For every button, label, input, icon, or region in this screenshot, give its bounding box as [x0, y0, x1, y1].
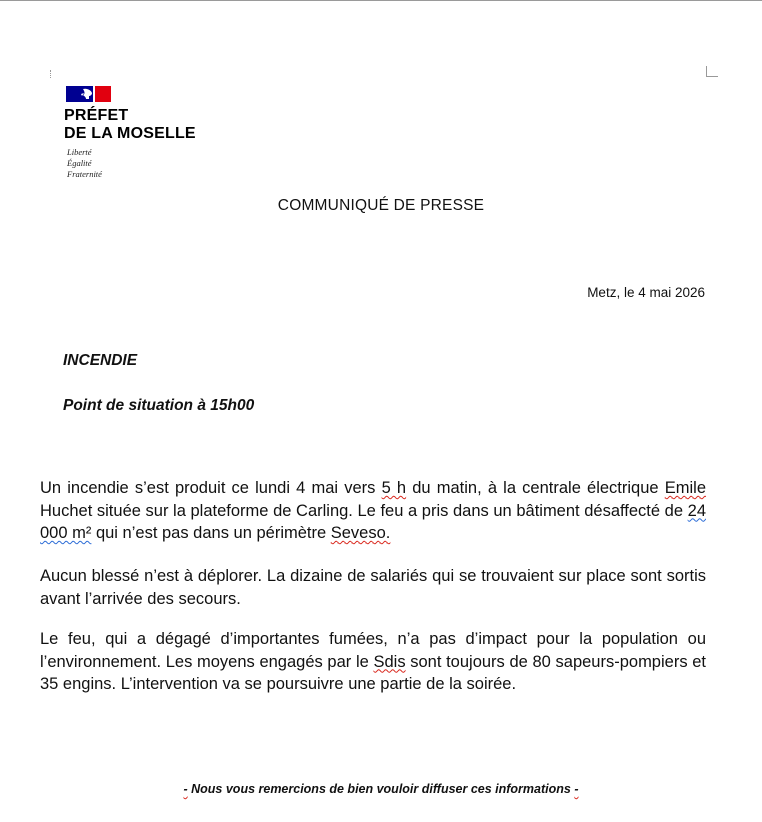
margin-marker-right	[706, 66, 718, 77]
paragraph-3-text: Le feu, qui a dégagé d’importantes fumées, n’a pas d’impact pour la population ou l’environnement. Les moyens engagés par le	[40, 630, 706, 671]
footer-dash-left: -	[183, 782, 188, 796]
paragraph-1-text: qui n’est pas dans un périmètre	[91, 524, 331, 542]
brand-moselle: DE LA MOSELLE	[64, 125, 196, 142]
footer-note	[0, 782, 762, 796]
marianne-flag-icon	[66, 86, 111, 102]
paragraph-3	[40, 628, 706, 696]
spellcheck-word: 5 h	[381, 479, 407, 497]
paragraph-1	[40, 477, 706, 545]
motto-egalite: Égalité	[67, 158, 92, 168]
brand-prefet: PRÉFET	[64, 107, 129, 124]
heading-situation: Point de situation à 15h00	[63, 397, 255, 414]
heading-incendie: INCENDIE	[63, 352, 138, 369]
spellcheck-word: Seveso.	[330, 524, 391, 542]
footer-dash-right: -	[574, 782, 579, 796]
paragraph-1-text: Un incendie s’est produit ce lundi 4 mai vers	[40, 479, 382, 497]
place-and-date: Metz, le 4 mai 2026	[587, 285, 705, 300]
footer-text: Nous vous remercions de bien vouloir diffuser ces informations	[187, 782, 575, 796]
spellcheck-word: Emile	[664, 479, 707, 497]
paragraph-1-text: du matin, à la centrale électrique	[406, 479, 665, 497]
paragraph-2-text: Aucun blessé n’est à déplorer. La dizaine de salariés qui se trouvaient sur place sont sortis avant l’arrivée des secours.	[40, 567, 706, 608]
margin-marker-left	[50, 70, 52, 78]
paragraph-2	[40, 565, 706, 610]
document-top-border	[0, 0, 762, 1]
spellcheck-word: Sdis	[373, 652, 406, 671]
grammar-check-word: 24 000 m²	[40, 501, 706, 542]
paragraph-1-text: Huchet située sur la plateforme de Carling. Le feu a pris dans un bâtiment désaffecté de	[40, 501, 688, 520]
marianne-profile-icon	[80, 88, 95, 100]
paragraph-3-text: sont toujours de 80 sapeurs-pompiers et 35 engins. L’intervention va se poursuivre une partie de la soirée.	[40, 652, 707, 693]
press-release-title: COMMUNIQUÉ DE PRESSE	[277, 197, 485, 214]
motto-liberte: Liberté	[67, 147, 92, 157]
flag-red-band	[95, 86, 111, 102]
motto-fraternite: Fraternité	[67, 169, 102, 179]
